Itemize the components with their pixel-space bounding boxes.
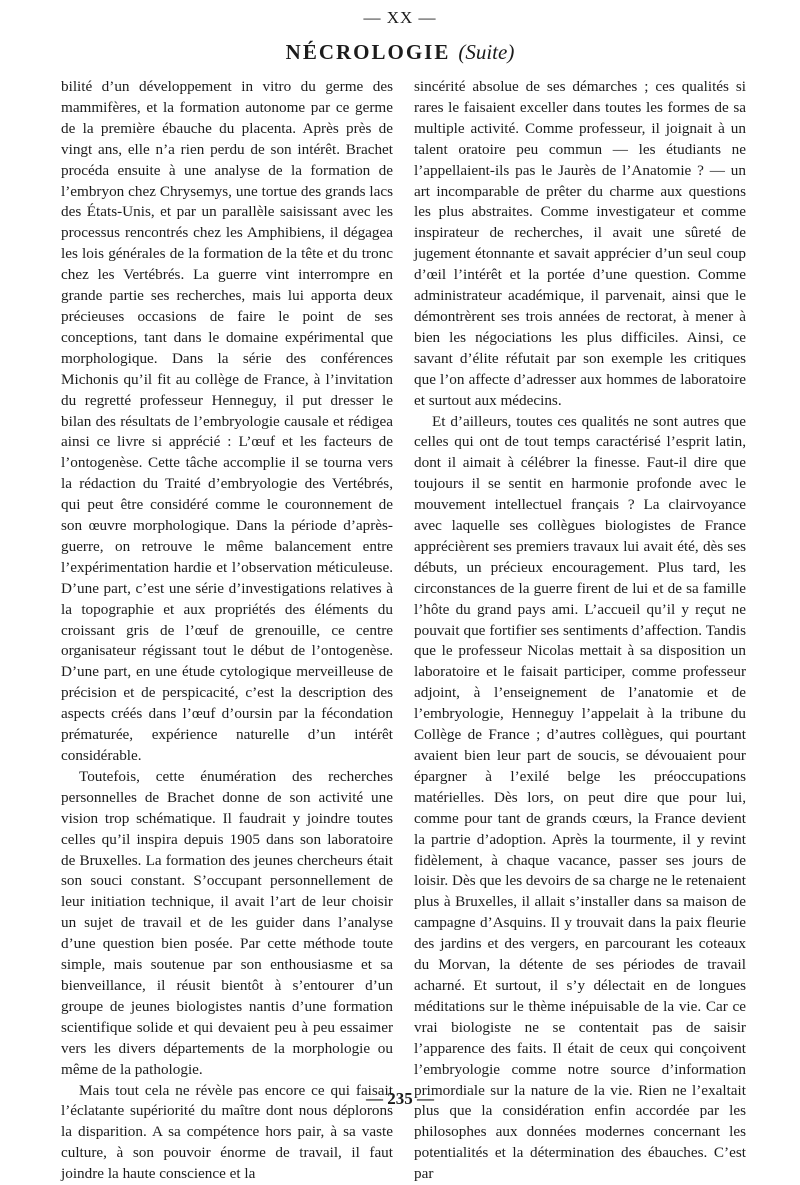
left-column: [61, 77, 393, 1185]
section-heading: [0, 40, 800, 65]
page-number: — 235 —: [0, 1089, 800, 1109]
paragraph: Et d’ailleurs, toutes ces qualités ne sont autres que celles qui ont de tout temps caractérisé l’esprit latin, dont il aimait à célébrer la finesse. Faut-il dire que toujours il se sentit en harmonie profonde avec le mouvement intellectuel français ? La clairvoyance avec laquelle ses collègues biologistes de France apprécièrent ses premiers travaux lui avait été, dès ses débuts, un précieux encouragement. Plus tard, les circonstances de la guerre firent de lui et de sa famille l’hôte du grand pays ami. L’accueil qu’il y reçut ne pouvait que fortifier ses sentiments d’affection. Tandis que le professeur Nicolas mettait à sa disposition un laboratoire et le faisait participer, comme professeur adjoint, à l’enseignement de l’anatomie et de l’embryologie, Henneguy l’appelait à la tribune du Collège de France ; d’autres collègues, qui pourtant avaient bien leur part de soucis, se dévouaient pour épargner à l’exilé belge les préoccupations matérielles. Dès lors, on peut dire que pour lui, comme pour tant de grands cœurs, la France devient la partrie d’adoption. Après la tourmente, il y revint fidèlement, à chaque vacance, passer ses jours de loisir. Dès que les devoirs de sa charge ne le retenaient plus à Bruxelles, il allait s’installer dans sa maison de campagne d’Asquins. Il y trouvait dans la paix fleurie des jardins et des vergers, en parcourant les coteaux du Morvan, la détente de ses périodes de travail acharné. Et surtout, il s’y délectait en de longues méditations sur le thème inépuisable de la vie. Car ce vrai biologiste ne se contentait pas de saisir l’apparence des faits. Il était de ceux qui conçoivent l’embryologie comme notre source d’information primordiale sur la nature de la vie. Rien ne l’exaltait plus que la considération enfin accordée par les philosophes aux données modernes concernant les potentialités et la détermination des ébauches. C’est par: [414, 412, 746, 1185]
paragraph: Toutefois, cette énumération des recherches personnelles de Brachet donne de son activité une vision trop schématique. Il faudrait y joindre toutes celles qu’il inspira depuis 1905 dans son laboratoire de Bruxelles. La formation des jeunes chercheurs était son souci constant. S’occupant personnellement de leur initiation technique, il avait l’art de leur choisir un sujet de travail et de les guider dans l’analyse d’une question bien posée. Par cette méthode toute simple, mais soutenue par son enthousiasme et sa bienveillance, il réusit bientôt à s’entourer d’un groupe de jeunes biologistes nantis d’une formation scientifique solide et qui devaient peu à peu essaimer vers les divers départements de la morphologie ou même de la pathologie.: [61, 767, 393, 1081]
heading-title: NÉCROLOGIE: [286, 40, 451, 64]
heading-suffix: (Suite): [458, 40, 514, 64]
right-column: [414, 77, 746, 1185]
top-page-marker: — XX —: [0, 8, 800, 28]
paragraph: bilité d’un développement in vitro du germe des mammifères, et la formation autonome par ce germe de la première ébauche du placenta. Après près de vingt ans, elle n’a rien perdu de son intérêt. Brachet procéda ensuite à une analyse de la formation de l’embryon chez Chrysemys, une tortue des grands lacs des États-Unis, et par un parallèle saisissant avec les processus rencontrés chez les Amphibiens, il dégagea les lois générales de la formation de la tête et du tronc chez les Vertébrés. La guerre vint interrompre en grande partie ses recherches, mais lui apporta deux précieuses occasions de faire le point de ses conceptions, tant dans le domaine expérimental que morphologique. Dans la série des conférences Michonis qu’il fit au collège de France, à l’invitation du regretté professeur Henneguy, il put dresser le bilan des résultats de l’embryologie causale et rédigea ainsi ce livre si apprécié : L’œuf et les facteurs de l’ontogenèse. Cette tâche accomplie il se tourna vers la rédaction du Traité d’embryologie des Vertébrés, qui peut être considéré comme le couronnement de son œuvre morphologique. Dans la période d’après-guerre, on retrouve le même balancement entre l’expérimentation hardie et l’observation méticuleuse. D’une part, c’est une série d’investigations relatives à la topographie et aux propriétés des éléments du croissant gris de l’œuf de grenouille, ce centre organisateur régissant tout le début de l’ontogenèse. D’une part, en une étude cytologique merveilleuse de précision et de perspicacité, c’est la description des aspects créés dans l’œuf d’oursin par la fécondation prématurée, expérience naturelle d’un intérêt considérable.: [61, 77, 393, 767]
paragraph: Mais tout cela ne révèle pas encore ce qui faisait l’éclatante supériorité du maître dont nous déplorons la disparition. A sa compétence hors pair, à sa vaste culture, à son pouvoir énorme de travail, il faut joindre la haute conscience et la: [61, 1081, 393, 1185]
paragraph: sincérité absolue de ses démarches ; ces qualités si rares le faisaient exceller dans toutes les formes de sa multiple activité. Comme professeur, il joignait à un talent oratoire peu commun — les étudiants ne l’appellaient-ils pas le Jaurès de l’Anatomie ? — un art incomparable de prêter du charme aux questions les plus abstraites. Comme investigateur et comme inspirateur de recherches, il avait une sûreté de jugement étonnante et savait apprécier d’un seul coup d’œil l’intérêt et la portée d’une question. Comme administrateur académique, il parvenait, ainsi que le démontrèrent ses trois années de rectorat, à mener à bien les négociations les plus difficiles. Ainsi, ce savant d’élite réfutait par son exemple les critiques que l’on affecte d’adresser aux hommes de laboratoire et surtout aux médecins.: [414, 77, 746, 412]
